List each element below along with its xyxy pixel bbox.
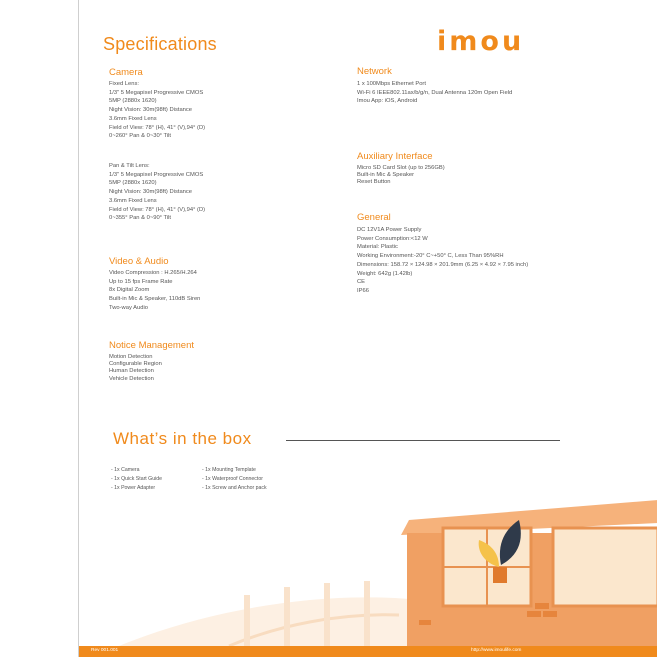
spec-sheet-page: [78, 0, 657, 657]
spec-line: Wi-Fi 6 IEEE802.11ax/b/g/n, Dual Antenna 120m Open Field: [357, 89, 513, 96]
spec-line: Built-in Mic & Speaker, 110dB Siren: [109, 296, 201, 303]
spec-line: Field of View: 78° (H), 41° (V),94° (D): [109, 124, 206, 131]
notice-management-heading: Notice Management: [109, 340, 195, 351]
box-contents-column-2: [202, 466, 267, 493]
spec-line: Night Vision: 30m(98ft) Distance: [109, 189, 193, 196]
spec-line: Material: Plastic: [357, 244, 398, 251]
spec-line: Field of View: 78° (H), 41° (V),94° (D): [109, 206, 206, 213]
general-specs: [357, 226, 528, 296]
spec-line: IP66: [357, 287, 369, 294]
auxiliary-interface-specs: [357, 165, 445, 187]
spec-line: 0~260° Pan & 0~30° Tilt: [109, 133, 172, 140]
box-item: - 1x Mounting Template: [202, 467, 256, 473]
spec-line: Pan & Tilt Lens:: [109, 163, 150, 169]
footer-website-link[interactable]: http://www.imoulife.com: [471, 648, 522, 653]
video-audio-specs: [109, 269, 200, 313]
spec-line: 5MP (2880x 1620): [109, 180, 157, 187]
spec-line: Video Compression : H.265/H.264: [109, 270, 197, 276]
spec-line: Working Environment:-20° C~+50° C, Less Than 95%RH: [357, 253, 504, 260]
spec-line: Weight: 642g (1.42lb): [357, 270, 413, 277]
spec-line: Night Vision: 30m(98ft) Distance: [109, 107, 193, 114]
network-specs: [357, 80, 512, 106]
spec-line: 0~355° Pan & 0~90° Tilt: [109, 215, 172, 222]
section-divider: [286, 440, 560, 441]
spec-line: Imou App: iOS, Android: [357, 98, 418, 105]
box-item: - 1x Quick Start Guide: [111, 476, 163, 482]
page-title: Specifications: [103, 34, 217, 54]
spec-line: 1 x 100Mbps Ethernet Port: [357, 81, 426, 87]
spec-line: Configurable Region: [109, 361, 162, 368]
spec-line: Two-way Audio: [109, 304, 148, 311]
box-item: - 1x Camera: [111, 467, 140, 473]
footer-bar: [79, 646, 657, 657]
spec-line: 5MP (2880x 1620): [109, 98, 157, 105]
network-heading: Network: [357, 66, 392, 77]
spec-line: CE: [357, 279, 366, 286]
whats-in-the-box-title: What’s in the box: [113, 429, 252, 448]
spec-line: Micro SD Card Slot (up to 256GB): [357, 165, 445, 171]
spec-line: Motion Detection: [109, 354, 153, 360]
spec-line: DC 12V1A Power Supply: [357, 227, 422, 233]
video-audio-heading: Video & Audio: [109, 256, 169, 267]
spec-line: 1/3" 5 Megapixel Progressive CMOS: [109, 89, 204, 96]
spec-line: 1/3" 5 Megapixel Progressive CMOS: [109, 171, 204, 178]
spec-line: 3.6mm Fixed Lens: [109, 197, 157, 204]
footer-revision: Rev 001.001: [91, 648, 119, 653]
camera-pan-tilt-specs: [109, 162, 205, 223]
auxiliary-interface-heading: Auxiliary Interface: [357, 151, 433, 162]
box-item: - 1x Power Adapter: [111, 485, 156, 491]
spec-line: Built-in Mic & Speaker: [357, 172, 415, 179]
spec-line: Up to 15 fps Frame Rate: [109, 278, 173, 285]
camera-heading: Camera: [109, 67, 143, 78]
plant-pot: [493, 567, 507, 583]
general-heading: General: [357, 212, 391, 223]
spec-line: Reset Button: [357, 179, 391, 186]
window-right: [553, 528, 657, 606]
spec-line: Power Consumption:<12 W: [357, 235, 428, 242]
notice-management-specs: [109, 354, 162, 383]
imou-logo: imou: [437, 26, 525, 57]
spec-line: Vehicle Detection: [109, 375, 154, 382]
spec-line: Dimensions: 158.72 × 124.98 × 201.9mm (6.25 × 4.92 × 7.95 inch): [357, 261, 529, 268]
box-contents-column-1: [111, 466, 162, 493]
box-item: - 1x Screw and Anchor pack: [202, 485, 267, 491]
spec-line: 3.6mm Fixed Lens: [109, 115, 157, 122]
house-illustration: [79, 495, 657, 646]
spec-line: Fixed Lens:: [109, 81, 139, 87]
camera-fixed-lens-specs: [109, 80, 205, 141]
spec-line: Human Detection: [109, 368, 154, 375]
box-item: - 1x Waterproof Connector: [202, 476, 263, 482]
spec-line: 8x Digital Zoom: [109, 287, 150, 294]
